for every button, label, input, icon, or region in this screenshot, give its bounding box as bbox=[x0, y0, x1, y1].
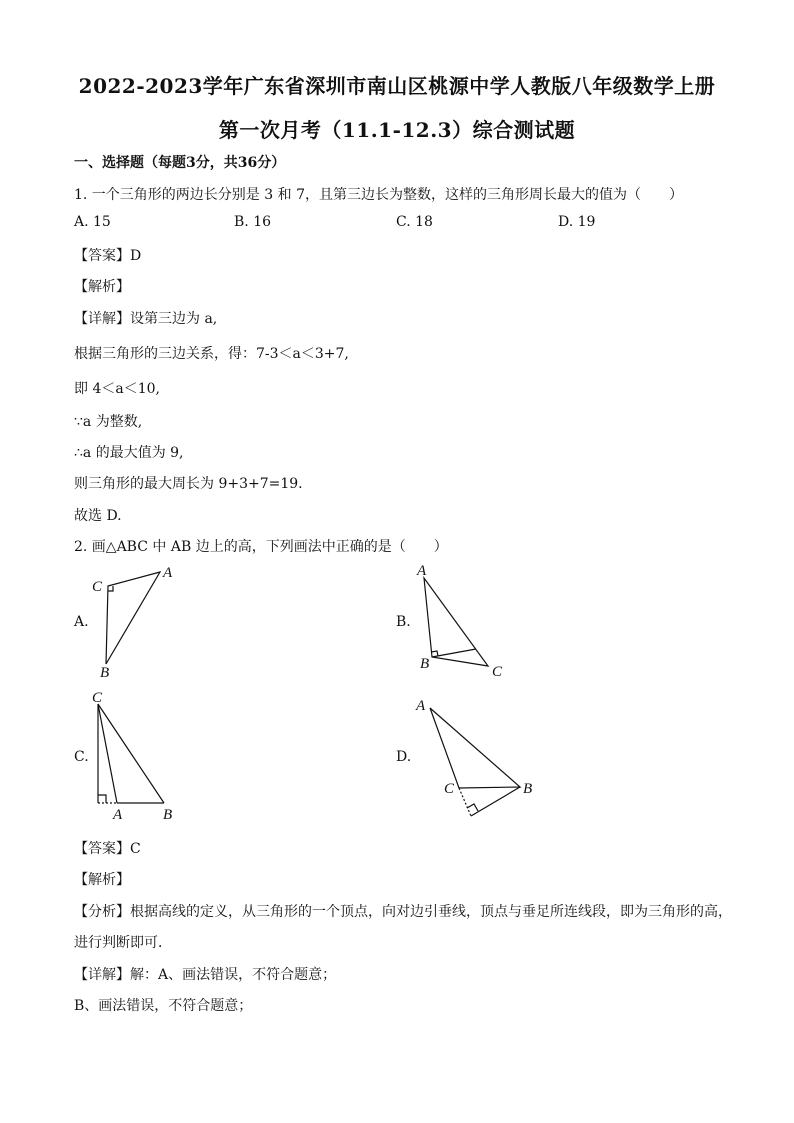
q1-answer: 【答案】D bbox=[74, 248, 142, 264]
q1-option-c: C. 18 bbox=[396, 214, 433, 230]
right-angle-mark bbox=[108, 586, 113, 591]
q2-fenxi-line-2: 进行判断即可． bbox=[74, 935, 172, 951]
vertex-label: C bbox=[492, 664, 503, 680]
vertex-label: C bbox=[92, 690, 103, 706]
right-angle-mark bbox=[467, 804, 478, 811]
q2-figure-b bbox=[412, 560, 522, 685]
q1-step-3: ∵a 为整数, bbox=[74, 414, 143, 430]
title-line-2: 第一次月考（11.1-12.3）综合测试题 bbox=[218, 118, 576, 142]
q2-option-b-label: B. bbox=[396, 614, 411, 630]
vertex-label: A bbox=[163, 565, 173, 581]
vertex-label: A bbox=[113, 807, 123, 823]
q1-step-2: 即 4＜a＜10, bbox=[74, 381, 160, 397]
vertex-label: A bbox=[416, 698, 426, 714]
q2-option-c-label: C. bbox=[74, 749, 89, 765]
right-angle-mark bbox=[98, 795, 106, 803]
q1-step-4: ∴a 的最大值为 9, bbox=[74, 445, 184, 461]
q2-figure-a bbox=[88, 560, 178, 685]
altitude-line bbox=[471, 787, 520, 816]
q1-step-5: 则三角形的最大周长为 9+3+7=19. bbox=[74, 476, 303, 492]
section-heading: 一、选择题（每题3分，共36分） bbox=[74, 155, 286, 171]
vertex-label: B bbox=[523, 781, 533, 797]
q2-figure-d bbox=[412, 692, 542, 822]
q1-option-d: D. 19 bbox=[558, 214, 596, 230]
q2-option-a-label: A. bbox=[74, 614, 89, 630]
q2-fenxi-line-1: 【分析】根据高线的定义，从三角形的一个顶点，向对边引垂线，顶点与垂足所连线段，即为三角形的高， bbox=[74, 904, 732, 920]
altitude-line bbox=[432, 649, 476, 657]
vertex-label: B bbox=[100, 665, 110, 681]
q2-analysis: 【解析】 bbox=[74, 872, 130, 888]
q1-step-6: 故选 D. bbox=[74, 508, 122, 524]
vertex-label: C bbox=[92, 579, 103, 595]
q1-option-a: A. 15 bbox=[74, 214, 111, 230]
q2-detail-1: 【详解】解：A、画法错误，不符合题意； bbox=[74, 967, 337, 983]
vertex-label: A bbox=[417, 563, 427, 579]
q1-detail: 【详解】设第三边为 a, bbox=[74, 311, 218, 327]
q1-stem: 1. 一个三角形的两边长分别是 3 和 7，且第三边长为整数，这样的三角形周长最大的值为（ ） bbox=[74, 187, 683, 203]
vertex-label: B bbox=[163, 807, 173, 823]
vertex-label: C bbox=[444, 781, 455, 797]
extension-dotted bbox=[459, 788, 471, 816]
triangle-shape bbox=[106, 572, 160, 664]
vertex-label: B bbox=[420, 656, 430, 672]
triangle-shape bbox=[430, 708, 520, 788]
q2-answer: 【答案】C bbox=[74, 841, 141, 857]
q1-step-1: 根据三角形的三边关系，得：7-3＜a＜3+7, bbox=[74, 346, 349, 362]
title-line-1: 2022-2023学年广东省深圳市南山区桃源中学人教版八年级数学上册 bbox=[78, 74, 716, 98]
q2-detail-2: B、画法错误，不符合题意； bbox=[74, 998, 253, 1014]
q2-stem: 2. 画△ABC 中 AB 边上的高，下列画法中正确的是（ ） bbox=[74, 539, 448, 555]
q2-figure-c bbox=[88, 686, 188, 826]
q1-analysis: 【解析】 bbox=[74, 279, 130, 295]
q1-option-b: B. 16 bbox=[234, 214, 272, 230]
q2-option-d-label: D. bbox=[396, 749, 412, 765]
